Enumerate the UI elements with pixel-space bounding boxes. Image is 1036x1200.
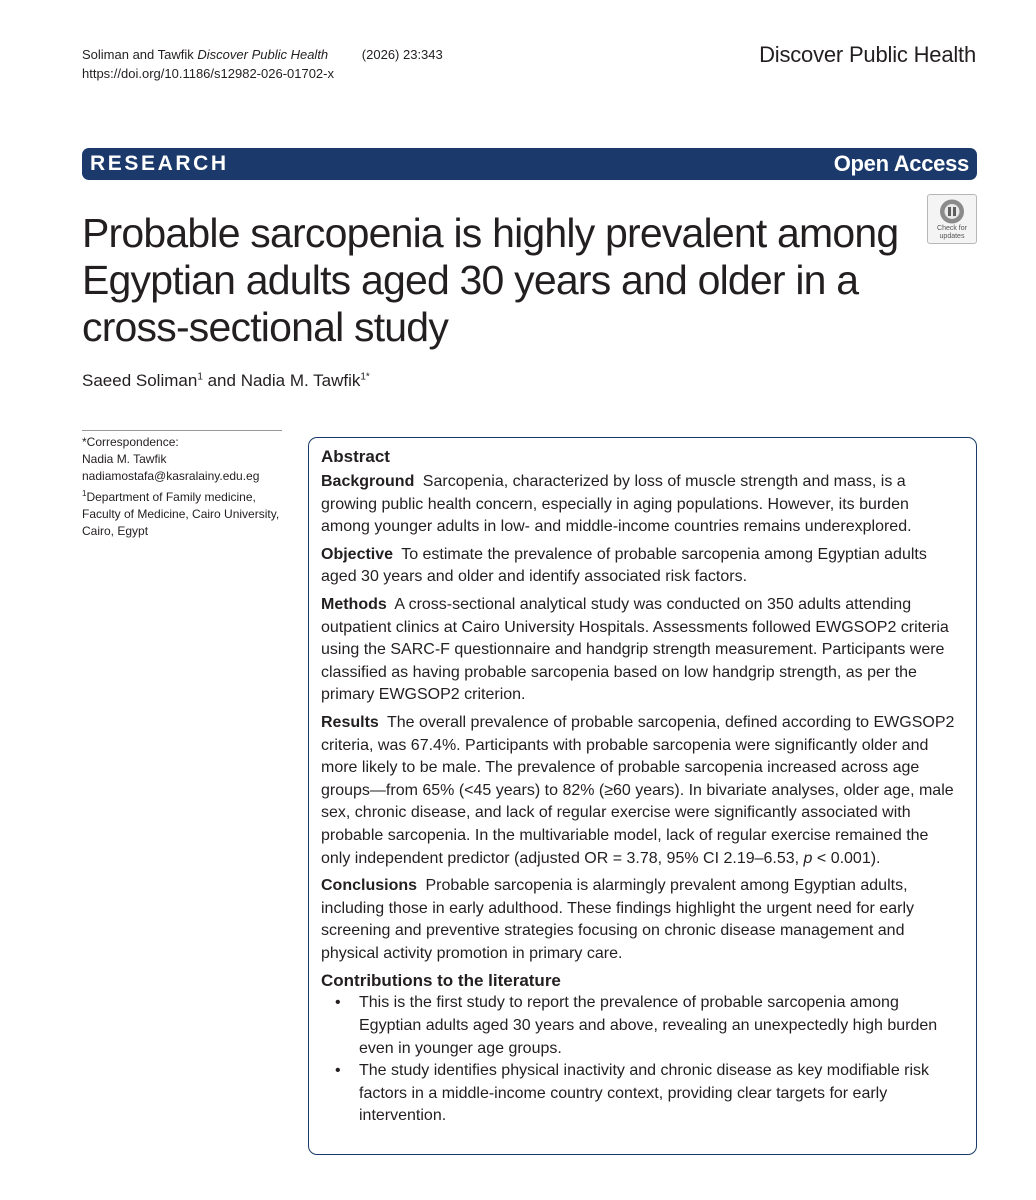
article-type-label: RESEARCH — [90, 152, 229, 175]
check-for-updates-badge[interactable] — [927, 194, 977, 244]
conclusions-text: Probable sarcopenia is alarmingly prevalent among Egyptian adults, including those in early adulthood. These findings highlight the urgent need for early screening and preventive strategies focusing on chronic disease management and physical activity promotion in primary care. — [321, 877, 914, 962]
citation-year: (2026) 23:343 — [361, 47, 443, 62]
crossmark-icon — [937, 198, 967, 225]
affiliation-sup: 1 — [82, 489, 87, 498]
contribution-bullet — [321, 1060, 961, 1128]
bullet-dot: • — [335, 1062, 341, 1080]
abstract-results — [321, 712, 961, 870]
abstract-box — [308, 437, 977, 1155]
results-text: The overall prevalence of probable sarcopenia, defined according to EWGSOP2 criteria, was 67.4%. Participants with probable sarcopenia were significantly older and more likely to be male. The prevalence of probable sarcopenia increased across age groups—from 65% (<45 years) to 82% (≥60 years). In bivariate analyses, older age, male sex, chronic disease, and lack of regular exercise were significantly associated with probable sarcopenia. In the multivariable model, lack of regular exercise remained the only independent predictor (adjusted OR = 3.78, 95% CI 2.19–6.53, — [321, 713, 955, 867]
author-joiner: and — [202, 371, 241, 390]
methods-text: A cross-sectional analytical study was conducted on 350 adults attending outpatient clinics at Cairo University Hospitals. Assessments followed EWGSOP2 criteria using the SARC-F questionnaire and handgrip strength measurement. Participants were classified as having probable sarcopenia based on low handgrip strength, as per the primary EWGSOP2 criterion. — [321, 595, 949, 704]
abstract-content — [321, 446, 961, 1128]
objective-text: To estimate the prevalence of probable sarcopenia among Egyptian adults aged 30 years and older and identify associated risk factors. — [321, 545, 927, 586]
methods-heading: Methods — [321, 595, 387, 613]
abstract-heading: Abstract — [321, 447, 390, 466]
conclusions-heading: Conclusions — [321, 877, 418, 895]
correspondence-label: *Correspondence: — [82, 435, 179, 449]
check-for-updates-text — [928, 225, 976, 241]
affiliation-text: Department of Family medicine, Faculty of Medicine, Cairo University, Cairo, Egypt — [82, 490, 280, 538]
open-access-label: Open Access — [833, 151, 969, 176]
author-affiliation-sup: 1 — [197, 371, 203, 383]
correspondence-email[interactable]: nadiamostafa@kasralainy.edu.eg — [82, 469, 260, 483]
results-p-symbol: p — [803, 849, 813, 867]
results-text-end: < 0.001). — [812, 849, 881, 867]
citation-header — [82, 45, 443, 83]
citation-journal: Discover Public Health — [197, 47, 329, 62]
contributions-heading: Contributions to the literature — [321, 971, 561, 991]
abstract-conclusions — [321, 875, 961, 965]
journal-name: Discover Public Health — [759, 42, 976, 67]
results-heading: Results — [321, 713, 379, 731]
background-text: Sarcopenia, characterized by loss of muscle strength and mass, is a growing public health concern, especially in aging populations. However, its burden among younger adults in low- and middle-income countries remains underexplored. — [321, 473, 912, 536]
correspondence-name: Nadia M. Tawfik — [82, 452, 167, 466]
author-name[interactable]: Saeed Soliman — [82, 371, 198, 390]
contribution-bullet — [321, 992, 961, 1060]
article-type-banner — [82, 148, 977, 180]
abstract-objective — [321, 544, 961, 589]
author-list — [82, 371, 370, 391]
check-for-updates-line2: updates — [939, 233, 965, 240]
citation-authors: Soliman and Tawfik — [82, 47, 194, 62]
author-name[interactable]: Nadia M. Tawfik — [240, 371, 361, 390]
sidebar-divider — [82, 430, 282, 431]
background-heading: Background — [321, 473, 415, 490]
correspondence-sidebar — [82, 434, 282, 540]
check-for-updates-line1: Check for — [937, 225, 967, 232]
citation-line — [82, 45, 443, 64]
author-affiliation-sup: 1* — [360, 371, 370, 383]
doi-link[interactable]: https://doi.org/10.1186/s12982-026-01702-x — [82, 66, 334, 81]
affiliation — [82, 485, 282, 540]
article-title: Probable sarcopenia is highly prevalent among Egyptian adults aged 30 years and older in a cross-sectional study — [82, 210, 899, 350]
bullet-text: This is the first study to report the prevalence of probable sarcopenia among Egyptian adults aged 30 years and above, revealing an unexpectedly high burden even in younger age groups. — [359, 994, 938, 1057]
objective-heading: Objective — [321, 545, 394, 563]
abstract-background — [321, 471, 961, 539]
bullet-text: The study identifies physical inactivity and chronic disease as key modifiable risk factors in a middle-income country context, providing clear targets for early intervention. — [359, 1062, 930, 1125]
bullet-dot: • — [335, 994, 341, 1012]
abstract-methods — [321, 594, 961, 707]
